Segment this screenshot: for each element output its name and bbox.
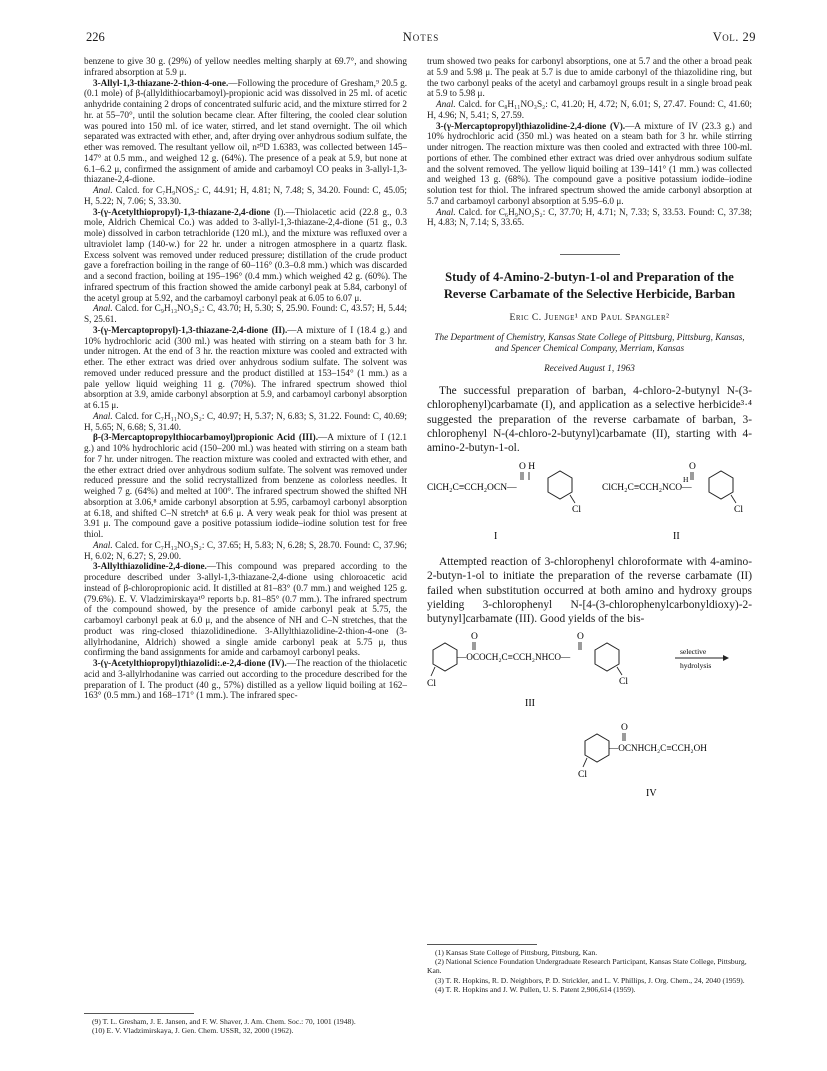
anal-label: Anal. <box>436 99 456 109</box>
structures-III-IV <box>427 630 752 812</box>
subsection-heading: 3-Allyl-1,3-thiazane-2-thion-4-one. <box>93 77 229 88</box>
footnote: (9) T. L. Gresham, J. E. Jansen, and F. W. Shaver, J. Am. Chem. Soc.: 70, 1001 (1948). <box>92 1017 356 1026</box>
structures-I-II <box>427 459 752 551</box>
right-column <box>427 56 752 816</box>
paragraph: trum showed two peaks for carbonyl absorptions, one at 5.7 and the other a broad peak at 5.9 and 5.98 μ. The peak at 5.7 is due to amide carbonyl of the thiazolidine ring, but the two carbonyl peaks of the acetyl and carbamoyl groups result in a single broad peak at 5.9 to 5.98 μ. <box>427 56 752 99</box>
article-separator <box>560 254 620 255</box>
paragraph <box>84 325 407 411</box>
anal-label: Anal. <box>93 539 113 550</box>
anal-label: Anal. <box>436 206 456 217</box>
structure-III-label: III <box>525 698 535 710</box>
paragraph: benzene to give 30 g. (29%) of yellow needles melting sharply at 69.7°, and showing infrared absorption at 5.9 μ. <box>84 56 407 77</box>
subsection-heading: 3-Allylthiazolidine-2,4-dione. <box>93 561 207 572</box>
structure-I-formula: ClCH₂C≡CCH₂OCN— <box>427 483 517 494</box>
benzene-ring-II <box>709 471 733 499</box>
analysis <box>427 207 752 229</box>
structure-IV-label: IV <box>646 788 657 800</box>
paragraph: Attempted reaction of 3-chlorophenyl chloroformate with 4-amino-2-butyn-1-ol to initiate the preparation of the reverse carbamate (II) failed when substitution occurred at both amino and hydroxy groups yielding 3-chlorophenyl N-[4-(3-chlorophenylcarbonyldioxy)-2-butynyl]carbamate (III). Good yields of the bis- <box>427 556 752 625</box>
paragraph-text: —Following the procedure of Gresham,⁹ 20.5 g. (0.1 mole) of β-(allyldithiocarbamoyl)-propionic acid was dissolved in 25 ml. of acetic anhydride containing 2 drops of concentrated sulfuric acid, and the mixture stirred for 2 hr. at 55–70°, until the solution became clear. After filtering, the cooled clear solution was poured into 150 ml. of ice water, stirred, and let stand overnight. The oil which separated was extracted with ether, and, after drying over anhydrous sodium sulfate, the ether was removed. The resultant yellow oil, n²⁰D 1.6383, was collected between 145–147° at 0.5 mm., and weighed 12 g. (64%). The presence of a peak at 5.9, but none at 6.1–6.2 μ, confirmed the assignment of amide and carbamoyl CO peaks in 3-allyl-1,3-thiazane-2,4-dione. <box>84 77 407 185</box>
analysis <box>84 411 407 433</box>
structure-IV-cl: Cl <box>578 770 587 781</box>
article-authors: Eric C. Juenge¹ and Paul Spangler² <box>509 313 670 323</box>
volume-label: Vol. 29 <box>712 30 756 44</box>
structure-II-cl: Cl <box>734 505 743 516</box>
footnote: (2) National Science Foundation Undergraduate Research Participant, Kansas State College, Pittsburg, Kan. <box>427 957 747 976</box>
structure-I-cl: Cl <box>572 505 581 516</box>
left-footnotes <box>84 1013 407 1035</box>
paragraph <box>84 78 407 186</box>
structure-II-top-label: O <box>689 462 696 473</box>
paragraph <box>84 207 407 304</box>
footnote: (1) Kansas State College of Pittsburg, Pittsburg, Kan. <box>435 948 598 957</box>
structure-IV-o: O <box>621 723 628 734</box>
structure-II-label: II <box>673 531 680 543</box>
paragraph-text: —A mixture of I (18.4 g.) and 10% hydrochloric acid (300 ml.) was heated with stirring on a steam bath for 3 hr. under nitrogen. At the end of 3 hr. the reaction mixture was cooled and extracted with ether. The ether extract was dried over anhydrous sodium sulfate. The solvent was removed under reduced pressure and the product distilled at 153–154° (1 mm.) as a pale yellow liquid weighing 11 g. (70%). The infrared spectrum showed thiol absorption at 3.9, amide carbonyl absorption at 5.9, and carbamoyl carbonyl absorption at 6.15 μ. <box>84 324 407 410</box>
analysis <box>84 303 407 325</box>
paragraph <box>427 121 752 207</box>
received-date: Received August 1, 1963 <box>544 363 635 374</box>
article-affiliation: The Department of Chemistry, Kansas State College of Pittsburg, Pittsburg, Kansas, and Spencer Chemical Company, Merriam, Kansas <box>434 331 745 353</box>
analysis-text: Calcd. for C₉H₁₃NO₃S₂: C, 43.70; H, 5.30; S, 25.90. Found: C, 43.57; H, 5.44; S, 25.61. <box>84 303 407 324</box>
analysis-text: Calcd. for C₇H₉NOS₂: C, 44.91; H, 4.81; N, 7.48; S, 34.20. Found: C, 45.05; H, 5.22; N, 7.06; S, 33.30. <box>84 185 407 206</box>
running-header <box>86 30 756 46</box>
anal-label: Anal. <box>93 410 113 421</box>
analysis <box>84 540 407 562</box>
structure-III-cl-right: Cl <box>619 677 628 688</box>
paragraph-text: —The reaction of the thiolacetic acid and 3-allylrhodanine was carried out according to the procedure described for the preparation of I. The product (40 g., 57%) distilled as a yellow liquid boiling at 162–163° (0.5 mm.) and 168–171° (1 mm.). The infrared spec- <box>84 658 407 701</box>
section-title: Notes <box>402 30 440 44</box>
footnote: (4) T. R. Hopkins and J. W. Pullen, U. S. Patent 2,906,614 (1959). <box>435 984 636 994</box>
anal-label: Anal. <box>93 185 113 195</box>
structure-IV-formula: —OCNHCH₂C≡CCH₂OH <box>609 743 707 754</box>
benzene-ring-III-right <box>595 643 619 671</box>
structure-II-formula: ClCH₂C≡CCH₂NCO— <box>602 483 692 494</box>
benzene-ring-IV <box>585 734 609 762</box>
structure-II-h: H <box>683 475 689 485</box>
footnote-rule <box>427 944 537 945</box>
analysis <box>427 99 752 121</box>
right-footnotes <box>427 944 752 994</box>
benzene-ring-III-left <box>433 643 457 671</box>
article-title: Study of 4-Amino-2-butyn-1-ol and Preparation of the Reverse Carbamate of the Selective Herbicide, Barban <box>443 270 736 301</box>
analysis-text: Calcd. for C₈H₁₁NO₃S₂: C, 41.20; H, 4.72; N, 6.01; S, 27.47. Found: C, 41.60; H, 4.96; N, 5.41; S, 27.59. <box>427 99 752 120</box>
footnote: (10) E. V. Vladzimirskaya, J. Gen. Chem. USSR, 32, 2000 (1962). <box>92 1026 294 1036</box>
paragraph <box>84 432 407 540</box>
arrow-label-bottom: hydrolysis <box>680 661 712 671</box>
arrow-label-top: selective <box>680 647 707 657</box>
analysis-text: Calcd. for C₇H₁₃NO₃S₂: C, 37.65; H, 5.83; N, 6.28; S, 28.70. Found: C, 37.96; H, 6.02; N, 6.27; S, 29.00. <box>84 539 407 561</box>
paragraph-text: —This compound was prepared according to the procedure described under 3-allyl-1,3-thiazane-2,4-dione using chloroacetic acid instead of β-chloropropionic acid. It distilled at 81–83° (0.7 mm.) and weighed 125 g. (79.6%). E. V. Vladzimirskaya¹⁰ reports b.p. 81–85° (0.7 mm.). The infrared spectrum of the compound showed, by the presence of amide carbonyl peak at 5.75, the carbamoyl carbonyl peak at 6.0 μ, and the absence of NH and C–N stretches, that the product was ring-closed thiazolidinedione. 3-Allylthiazolidine-2-thion-4-one (3-allylrhodanine, Aldrich) showed a single amide carbonyl peak at 5.75 μ, thus confirming the band assignments for amide and carbamoyl carbonyl peaks. <box>84 561 407 658</box>
paragraph: The successful preparation of barban, 4-chloro-2-butynyl N-(3-chlorophenyl)carbamate (I), and application as a selective herbicide³·⁴ suggested the preparation of the reverse carbamate of barban, 3-chlorophenyl N-(4-chloro-2-butynyl)carbamate (II), starting with 4-amino-2-butyn-1-ol. <box>427 385 752 454</box>
subsection-heading: β-(3-Mercaptopropylthiocarbamoyl)propionic Acid (III). <box>93 432 319 443</box>
structure-III-formula: —OCOCH₂C≡CCH₂NHCO— <box>457 652 571 663</box>
structure-III-cl-left: Cl <box>427 679 436 690</box>
anal-label: Anal. <box>93 303 113 314</box>
analysis <box>84 185 407 207</box>
page-number: 226 <box>86 30 105 44</box>
left-column <box>84 56 407 701</box>
structure-I-top-label: O H <box>519 462 536 473</box>
analysis-text: Calcd. for C₇H₁₁NO₂S₂: C, 40.97; H, 5.37; N, 6.83; S, 31.22. Found: C, 40.69; H, 5.65; N, 6.68; S, 31.40. <box>84 410 407 432</box>
analysis-text: Calcd. for C₆H₉NO₂S₂: C, 37.70; H, 4.71; N, 7.33; S, 33.53. Found: C, 37.38; H, 4.83; N, 7.14; S, 33.65. <box>427 206 752 228</box>
article-body <box>427 384 752 812</box>
subsection-heading: 3-(γ-Mercaptopropyl)-1,3-thiazane-2,4-dione (II). <box>93 324 288 335</box>
footnote-rule <box>84 1013 194 1014</box>
subsection-heading: 3-(γ-Acetylthiopropyl)-1,3-thiazane-2,4-dione <box>93 206 271 217</box>
paragraph-text: —A mixture of I (12.1 g.) and 10% hydrochloric acid (150–200 ml.) was heated with stirring on a steam bath for 7 hr. under nitrogen. The reaction mixture was cooled and extracted with ether, and the ether extract dried over anhydrous sodium sulfate. The solvent was removed under reduced pressure and the solid recrystallized from benzene as colorless needles. It weighed 7 g. (64%) and melted at 100°. The infrared spectrum showed the shifted NH absorption at 3.06,⁸ amide carbonyl absorption at 5.95, carbamoyl carbonyl absorption at 6.18, and shifted C–N stretch⁸ at 6.6 μ. A very weak peak for thiol was present at 3.91 μ. The compound gave a positive potassium iodide–iodine solution test for free thiol. <box>84 432 407 539</box>
structure-III-o1: O <box>471 632 478 643</box>
footnote: (3) T. R. Hopkins, R. D. Neighbors, P. D. Strickler, and L. V. Phillips, J. Org. Chem., 24, 2040 (1959). <box>435 975 745 985</box>
paragraph-text: (I).—Thiolacetic acid (22.8 g., 0.3 mole, Aldrich Chemical Co.) was added to 3-allyl-1,3-thiazane-2,4-dione (51 g., 0.3 mole) dissolved in carbon tetrachloride (120 ml.), and the mixture was refluxed over a ultraviolet lamp (140-w.) for 22 hr. under a nitrogen atmosphere in a quartz flask. Excess solvent was removed under reduced pressure; distillation of the crude product gave a forefraction boiling in the range of 60–116° (0.3–0.8 mm.) which was discarded and a second fraction, boiling at 195–196° (0.4 mm.) which weighed 42 g. (60%). The infrared spectrum of this fraction showed the amide carbonyl peak at 5.84, carbonyl of the acetyl group at 5.92, and the carbamoyl carbonyl peak at 6.05 to 6.07 μ. <box>84 206 407 303</box>
paragraph <box>84 658 407 701</box>
subsection-heading: 3-(γ-Mercaptopropyl)thiazolidine-2,4-dione (V). <box>436 120 626 131</box>
paragraph <box>84 561 407 658</box>
structure-I-label: I <box>494 531 498 543</box>
benzene-ring-I <box>548 471 572 499</box>
subsection-heading: 3-(γ-Acetylthiopropyl)thiazolidi:.e-2,4-dione (IV). <box>93 658 287 668</box>
paragraph-text: —A mixture of IV (23.3 g.) and 10% hydrochloric acid (350 ml.) was heated on a steam bath for 3 hr. while stirring under nitrogen. The reaction mixture was then cooled and extracted with three 100-ml. portions of ether. The combined ether extract was dried over anhydrous sodium sulfate and the solvent removed. The yellow liquid boiling at 139–141° (1 mm.) was collected and weighed 13 g. (68%). The compound gave a positive potassium iodide–iodine solution test for thiol. The infrared spectrum showed the amide carbonyl absorption at 5.7 and carbamoyl carbonyl absorption at 5.95–6.0 μ. <box>427 120 752 206</box>
structure-III-o2: O <box>577 632 584 643</box>
